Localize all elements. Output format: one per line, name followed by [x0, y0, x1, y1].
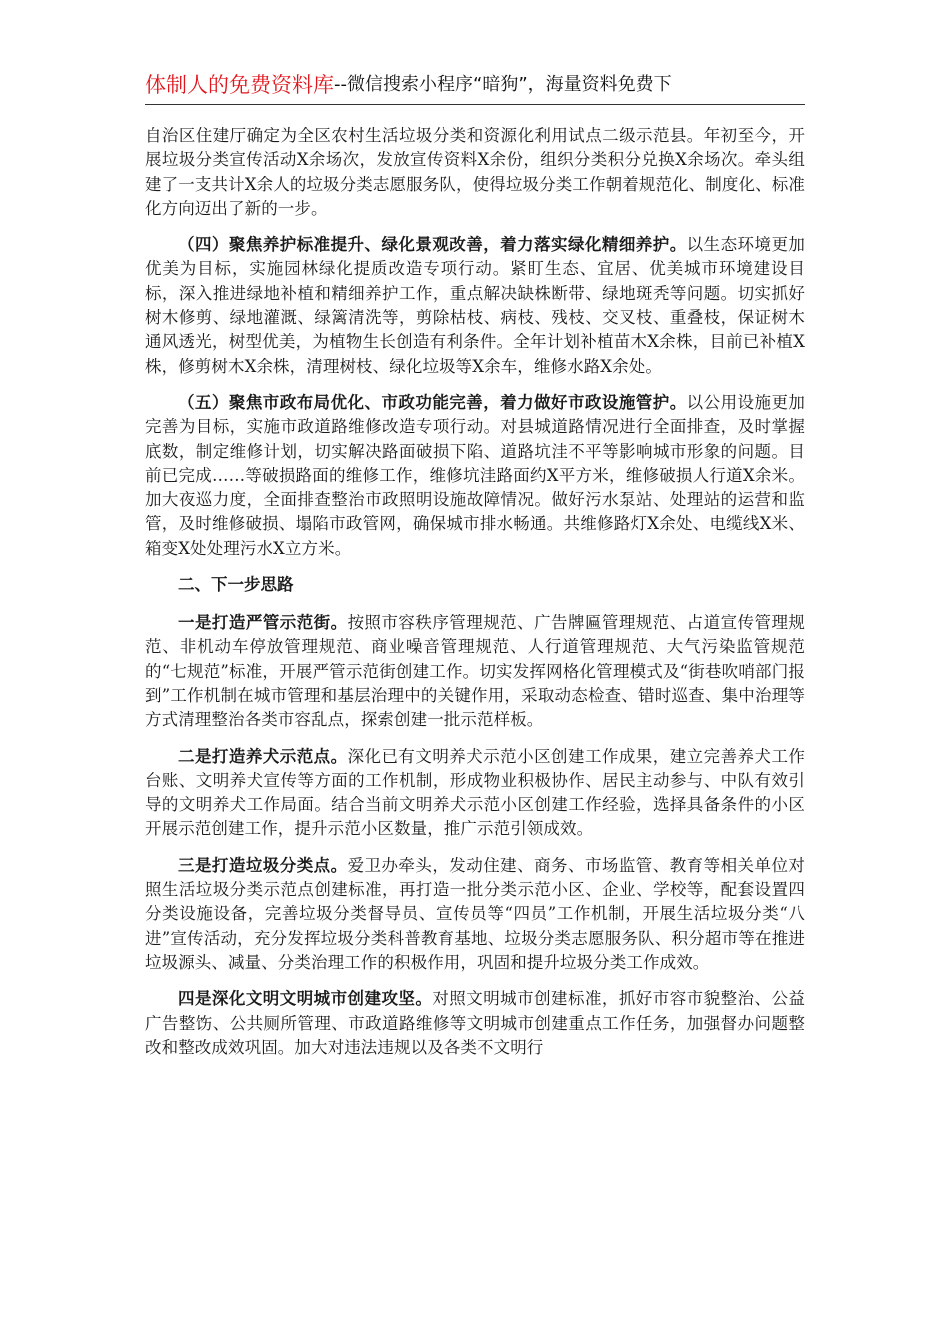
paragraph-body: 深化已有文明养犬示范小区创建工作成果，建立完善养犬工作台账、文明养犬宣传等方面的工作机制，形成物业积极协作、居民主动参与、中队有效引导的文明养犬工作局面。结合当前文明养犬示范小区创建工作经验，选择具备条件的小区开展示范创建工作，提升示范小区数量，推广示范引领成效。	[145, 746, 806, 839]
paragraph-next-step-3	[145, 854, 805, 975]
paragraph-lead: （四）聚焦养护标准提升、绿化景观改善，着力落实绿化精细养护。	[178, 235, 687, 255]
paragraph-lead: 一是打造严管示范街。	[178, 613, 348, 633]
paragraph-next-step-4	[145, 987, 805, 1060]
section-heading-next-steps: 二、下一步思路	[178, 575, 294, 595]
paragraph-lead: 二是打造养犬示范点。	[178, 746, 348, 766]
header-tagline: --微信搜索小程序“暗狗”，海量资料免费下	[334, 74, 672, 95]
document-body	[145, 124, 805, 1072]
paragraph-body: 爱卫办牵头，发动住建、商务、市场监管、教育等相关单位对照生活垃圾分类示范点创建标准，再打造一批分类示范小区、企业、学校等，配套设置四分类设施设备，完善垃圾分类督导员、宣传员等“四员”工作机制，开展生活垃圾分类“八进”宣传活动，充分发挥垃圾分类科普教育基地、垃圾分类志愿服务队、积分超市等在推进垃圾源头、减量、分类治理工作的积极作用，巩固和提升垃圾分类工作成效。	[145, 855, 806, 972]
paragraph-body: 对照文明城市创建标准，抓好市容市貌整治、公益广告整饬、公共厕所管理、市政道路维修等文明城市创建重点工作任务，加强督办问题整改和整改成效巩固。加大对违法违规以及各类不文明行	[145, 989, 806, 1057]
paragraph-body: 自治区住建厅确定为全区农村生活垃圾分类和资源化利用试点二级示范县。年初至今，开展垃圾分类宣传活动X余场次，发放宣传资料X余份，组织分类积分兑换X余场次。牵头组建了一支共计X余人的垃圾分类志愿服务队，使得垃圾分类工作朝着规范化、制度化、标准化方向迈出了新的一步。	[145, 126, 805, 218]
paragraph-next-step-1	[145, 611, 805, 732]
paragraph-body: 按照市容秩序管理规范、广告牌匾管理规范、占道宣传管理规范、非机动车停放管理规范、商业噪音管理规范、人行道管理规范、大气污染监管规范的“七规范”标准，开展严管示范街创建工作。切实发挥网格化管理模式及“街巷吹哨部门报到”工作机制在城市管理和基层治理中的关键作用，采取动态检查、错时巡查、集中治理等方式清理整治各类市容乱点，探索创建一批示范样板。	[145, 613, 806, 730]
paragraph-body: 以公用设施更加完善为目标，实施市政道路维修改造专项行动。对县城道路情况进行全面排查，及时掌握底数，制定维修计划，切实解决路面破损下陷、道路坑洼不平等影响城市形象的问题。目前已完成……等破损路面的维修工作，维修坑洼路面约X平方米，维修破损人行道X余米。加大夜巡力度，全面排查整治市政照明设施故障情况。做好污水泵站、处理站的运营和监管，及时维修破损、塌陷市政管网，确保城市排水畅通。共维修路灯X余处、电缆线X米、箱变X处处理污水X立方米。	[145, 392, 806, 558]
paragraph-municipal	[145, 391, 805, 561]
paragraph-next-step-2	[145, 745, 805, 842]
header-brand: 体制人的免费资料库	[145, 73, 334, 97]
paragraph-greening	[145, 233, 805, 379]
paragraph-lead: 四是深化文明文明城市创建攻坚。	[178, 989, 433, 1009]
paragraph-body: 以生态环境更加优美为目标，实施园林绿化提质改造专项行动。紧盯生态、宜居、优美城市环境建设目标，深入推进绿地补植和精细养护工作，重点解决缺株断带、绿地斑秃等问题。切实抓好树木修剪、绿地灌溉、绿篱清洗等，剪除枯枝、病枝、残枝、交叉枝、重叠枝，保证树木通风透光，树型优美，为植物生长创造有利条件。全年计划补植苗木X余株，目前已补植X株，修剪树木X余株，清理树枝、绿化垃圾等X余车，维修水路X余处。	[145, 235, 806, 376]
paragraph-lead: （五）聚焦市政布局优化、市政功能完善，着力做好市政设施管护。	[178, 392, 687, 412]
paragraph-lead: 三是打造垃圾分类点。	[178, 855, 348, 875]
paragraph-intro-continuation	[145, 124, 805, 221]
page-header	[145, 70, 805, 105]
